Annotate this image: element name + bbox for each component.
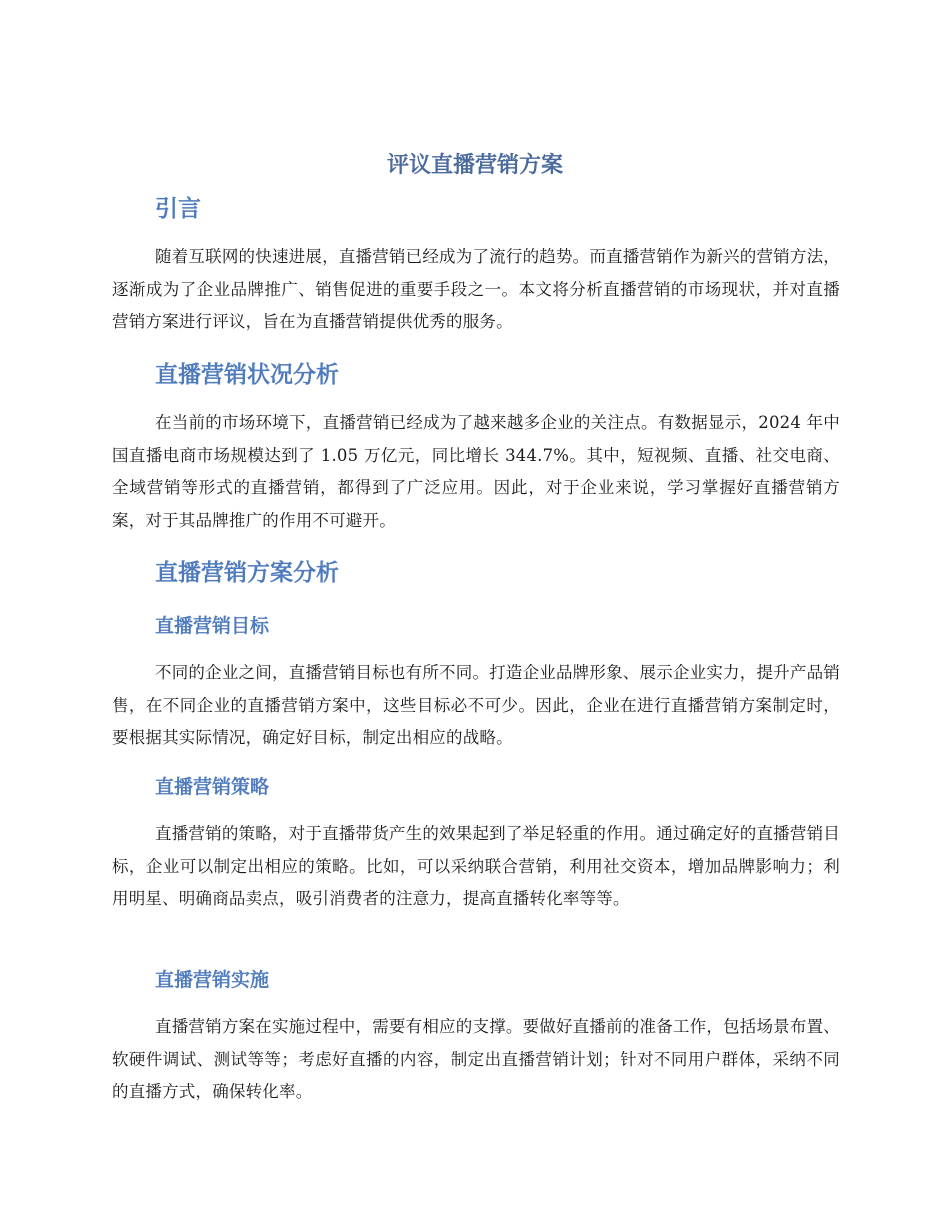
subsection-heading-implementation: 直播营销实施: [155, 969, 270, 991]
subsection-paragraph-goals: 不同的企业之间，直播营销目标也有所不同。打造企业品牌形象、展示企业实力，提升产品销售，在不同企业的直播营销方案中，这些目标必不可少。因此，企业在进行直播营销方案制定时，要根据其实际情况，确定好目标，制定出相应的战略。: [112, 663, 840, 747]
section-heading-status-analysis: 直播营销状况分析: [155, 362, 339, 388]
subsection-heading-strategy: 直播营销策略: [155, 776, 270, 798]
section-heading-plan-analysis: 直播营销方案分析: [155, 560, 339, 586]
section-paragraph-intro: 随着互联网的快速进展，直播营销已经成为了流行的趋势。而直播营销作为新兴的营销方法，逐渐成为了企业品牌推广、销售促进的重要手段之一。本文将分析直播营销的市场现状，并对直播营销方案进行评议，旨在为直播营销提供优秀的服务。: [112, 247, 840, 331]
section-heading-intro: 引言: [155, 196, 201, 222]
subsection-paragraph-strategy: 直播营销的策略，对于直播带货产生的效果起到了举足轻重的作用。通过确定好的直播营销目标，企业可以制定出相应的策略。比如，可以采纳联合营销，利用社交资本，增加品牌影响力；利用明星、明确商品卖点，吸引消费者的注意力，提高直播转化率等等。: [112, 824, 840, 908]
section-paragraph-status-analysis: 在当前的市场环境下，直播营销已经成为了越来越多企业的关注点。有数据显示，2024 年中国直播电商市场规模达到了 1.05 万亿元，同比增长 344.7%。其中，短视频、直播、社交电商、全域营销等形式的直播营销，都得到了广泛应用。因此，对于企业来说，学习掌握好直播营销方案，对于其品牌推广的作用不可避开。: [112, 413, 840, 530]
subsection-heading-goals: 直播营销目标: [155, 615, 270, 637]
document-title: 评议直播营销方案: [386, 153, 563, 178]
subsection-paragraph-implementation: 直播营销方案在实施过程中，需要有相应的支撑。要做好直播前的准备工作，包括场景布置、软硬件调试、测试等等；考虑好直播的内容，制定出直播营销计划；针对不同用户群体，采纳不同的直播方式，确保转化率。: [112, 1017, 840, 1101]
